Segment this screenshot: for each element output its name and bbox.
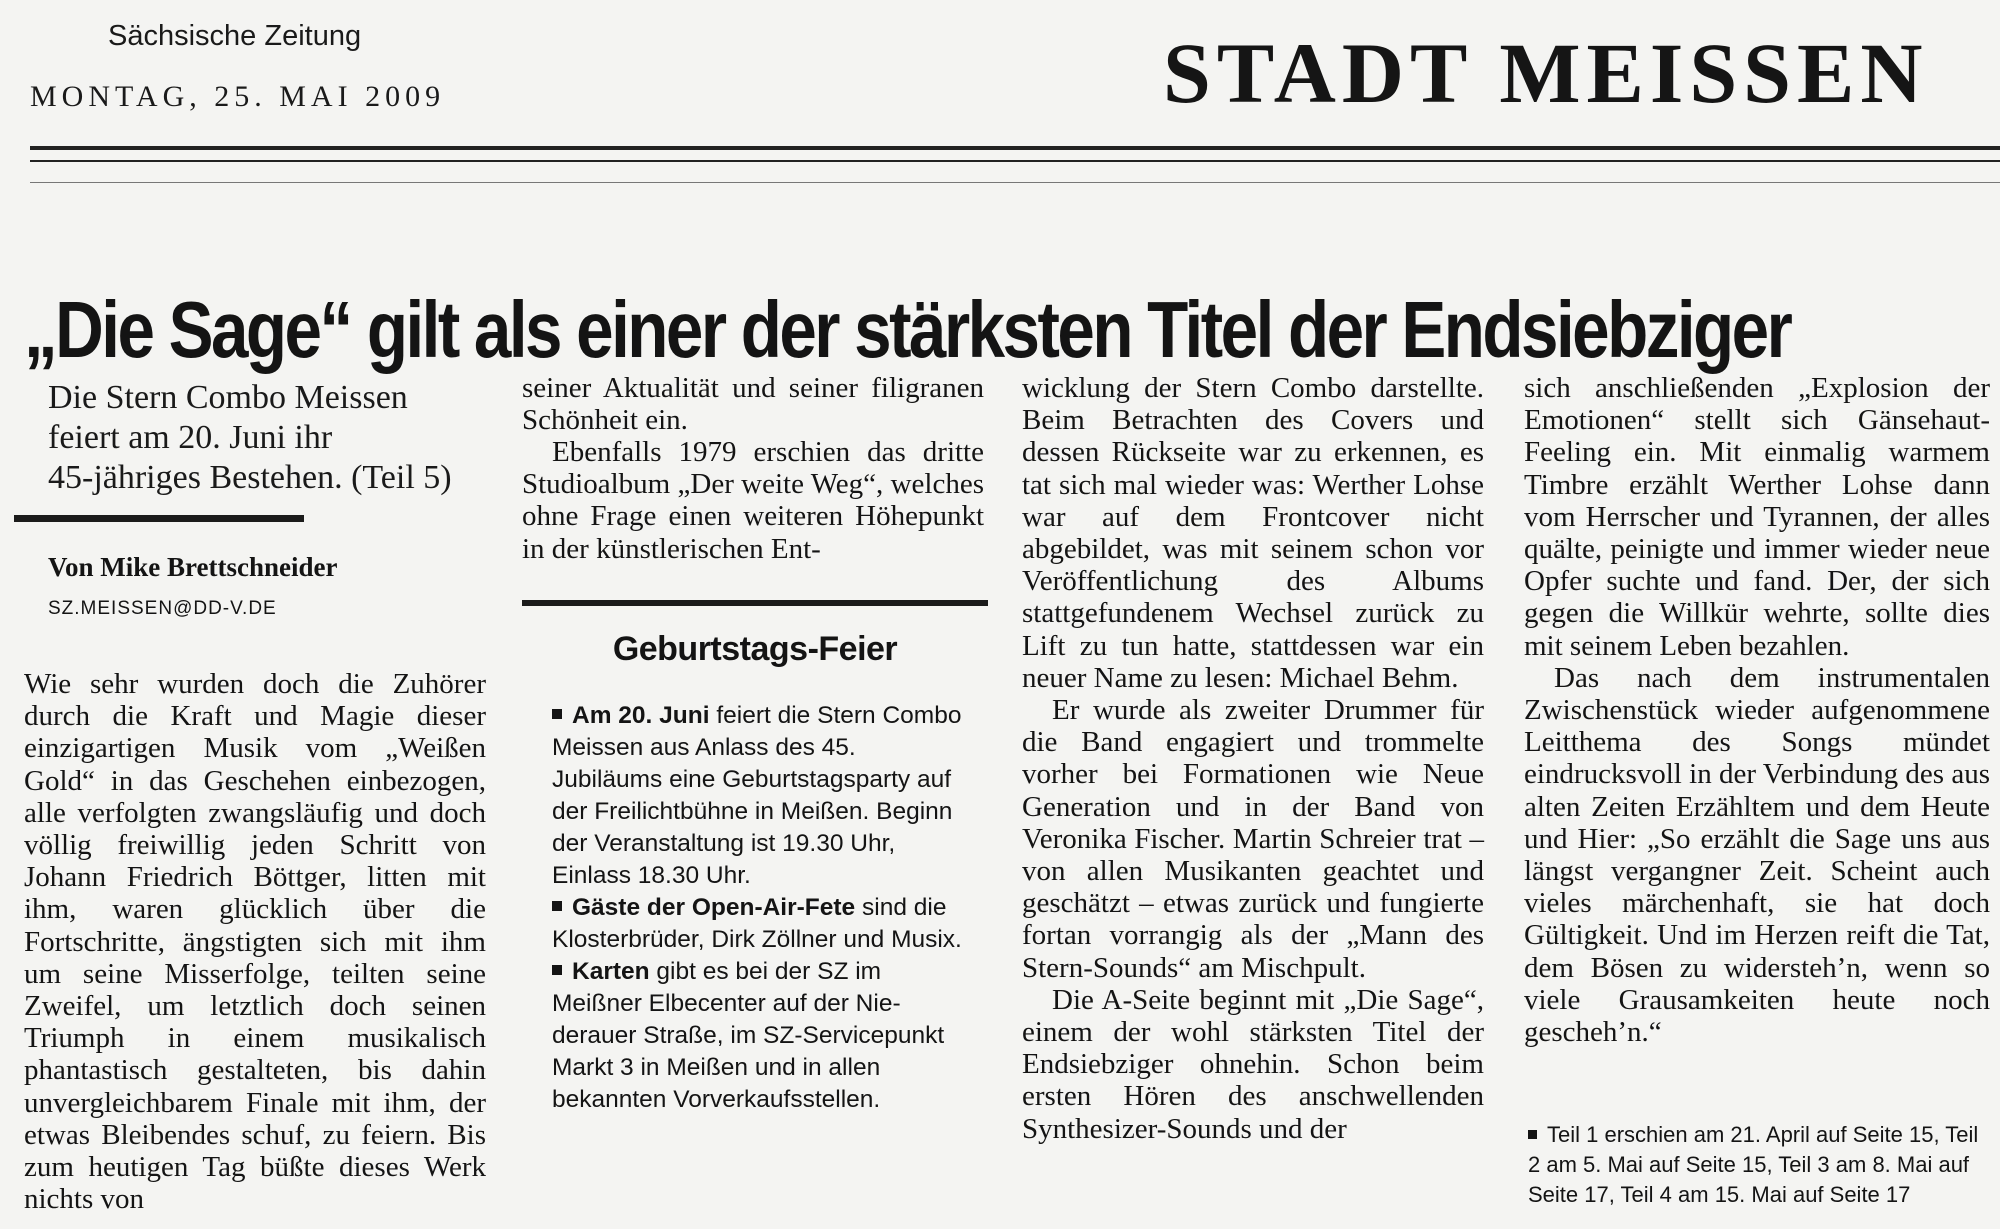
body-paragraph: Die A-Seite beginnt mit „Die Sage“, einem der wohl stärksten Titel der Endsiebziger ohnehin. Schon beim ersten Hören des anschwellenden Synthesizer-Sounds und der: [1022, 983, 1484, 1145]
infobox-item-lead: Am 20. Juni: [572, 702, 710, 729]
series-footnote: [1528, 1120, 1990, 1210]
masthead-rule-hairline: [30, 182, 2000, 183]
byline: Von Mike Brettschneider: [48, 552, 338, 582]
article-deck: [24, 378, 452, 498]
article-headline: „Die Sage“ gilt als einer der stärksten Titel der Endsiebziger: [24, 284, 1791, 374]
publication-name: Sächsische Zeitung: [108, 20, 362, 52]
square-bullet-icon: [552, 709, 562, 719]
deck-line: 45-jähriges Bestehen. (Teil 5): [48, 459, 452, 496]
infobox-item-text: gibt es bei der SZ im Meißner Elbecenter auf der Niederauer Straße, im SZ-Servicepunkt Markt 3 in Meißen und in allen bekannten Vorverkaufsstellen.: [552, 958, 945, 1113]
square-bullet-icon: [552, 901, 562, 911]
infobox-item: [552, 956, 962, 1116]
column-3-text: [1022, 372, 1484, 1145]
infobox-item-text: sind die Klosterbrüder, Dirk Zöllner und Musix.: [552, 894, 962, 953]
infobox-title: Geburtstags-Feier: [612, 630, 898, 668]
deck-rule: [14, 515, 304, 522]
infobox-item: [552, 700, 962, 892]
infobox-item-lead: Gäste der Open-Air-Fete: [572, 894, 856, 921]
body-paragraph: Das nach dem instrumentalen Zwischenstück wieder aufgenommene Leitthema des Songs mündet eindrucksvoll in der Verbindung des aus alten Zeiten Erzähltem und dem Heute und Hier: „So erzählt die Sage uns aus längst vergangner Zeit. Scheint auch vieles märchenhaft, sie hat doch Gültigkeit. Und im Herzen reift die Tat, dem Bösen zu widersteh’n, wenn so viele Grausamkeiten heute noch gescheh’n.“: [1524, 661, 1990, 1049]
section-title: STADT MEISSEN: [1163, 25, 1929, 121]
footnote-text: Teil 1 erschien am 21. April auf Seite 15, Teil 2 am 5. Mai auf Seite 15, Teil 3 am 8. Mai auf Seite 17, Teil 4 am 15. Mai auf Seite 17: [1528, 1122, 1979, 1207]
square-bullet-icon: [552, 965, 562, 975]
infobox-rule: [522, 600, 988, 606]
infobox-item-text: feiert die Stern Combo Meissen aus Anlass des 45. Jubiläums eine Geburtstagsparty auf der Freilichtbühne in Meißen. Beginn der Veranstaltung ist 19.30 Uhr, Einlass 18.30 Uhr.: [552, 702, 962, 889]
masthead-rule-thin: [30, 160, 2000, 162]
body-paragraph: wicklung der Stern Combo darstellte. Beim Betrachten des Covers und dessen Rückseite war zu erkennen, es tat sich mal wieder was: Werther Lohse war auf dem Frontcover nicht abgebildet, was mit seinem schon vor Veröffentlichung des Albums stattgefundenem Wechsel zurück zu Lift zu tun hatte, stattdessen war ein neuer Name zu lesen: Michael Behm.: [1022, 372, 1484, 694]
author-email: SZ.MEISSEN@DD-V.DE: [48, 598, 277, 619]
infobox-item-lead: Karten: [572, 958, 650, 985]
deck-line: Die Stern Combo Meissen: [48, 379, 408, 416]
infobox-item: [552, 892, 962, 956]
square-bullet-icon: [1528, 1130, 1537, 1139]
body-paragraph: Wie sehr wurden doch die Zuhörer durch die Kraft und Magie dieser einzigartigen Musik vom „Weißen Gold“ in das Geschehen einbezogen, alle verfolgten zwangsläufig und doch völlig freiwillig jeden Schritt von Johann Friedrich Böttger, litten mit ihm, waren glücklich über die Fortschritte, ängstigten sich mit ihm um seine Misserfolge, teilten seine Zweifel, um letztlich doch seinen Triumph in einem musikalisch phantastisch gestalteten, bis dahin unvergleichbarem Finale mit ihm, der etwas Bleibendes schuf, zu feiern. Bis zum heutigen Tag büßte dieses Werk nichts von: [24, 668, 486, 1216]
masthead-rule: [30, 146, 2000, 150]
body-paragraph: Er wurde als zweiter Drummer für die Band engagiert und trommelte vorher bei Formationen wie Neue Generation und in der Band von Veronika Fischer. Martin Schreier trat – von allen Musikanten geachtet und geschätzt – etwas zurück und fungierte fortan vorrangig als der „Mann des Stern-Sounds“ am Mischpult.: [1022, 694, 1484, 984]
body-paragraph: seiner Aktualität und seiner filigranen Schönheit ein.: [522, 372, 984, 437]
body-paragraph: Ebenfalls 1979 erschien das dritte Studioalbum „Der weite Weg“, welches ohne Frage einen weiteren Höhepunkt in der künstlerischen Ent-: [522, 436, 984, 565]
column-4-text: [1524, 372, 1990, 1048]
infobox-body: [552, 700, 962, 1116]
issue-date: MONTAG, 25. MAI 2009: [30, 80, 446, 113]
deck-line: feiert am 20. Juni ihr: [48, 419, 333, 456]
body-paragraph: sich anschließenden „Explosion der Emotionen“ stellt sich Gänsehaut-Feeling ein. Mit einmalig warmem Timbre erzählt Werther Lohse dann vom Herrscher und Tyrannen, der alles quälte, peinigte und immer wieder neue Opfer suchte und fand. Der, der sich gegen die Willkür wehrte, sollte dies mit seinem Leben bezahlen.: [1524, 372, 1990, 662]
